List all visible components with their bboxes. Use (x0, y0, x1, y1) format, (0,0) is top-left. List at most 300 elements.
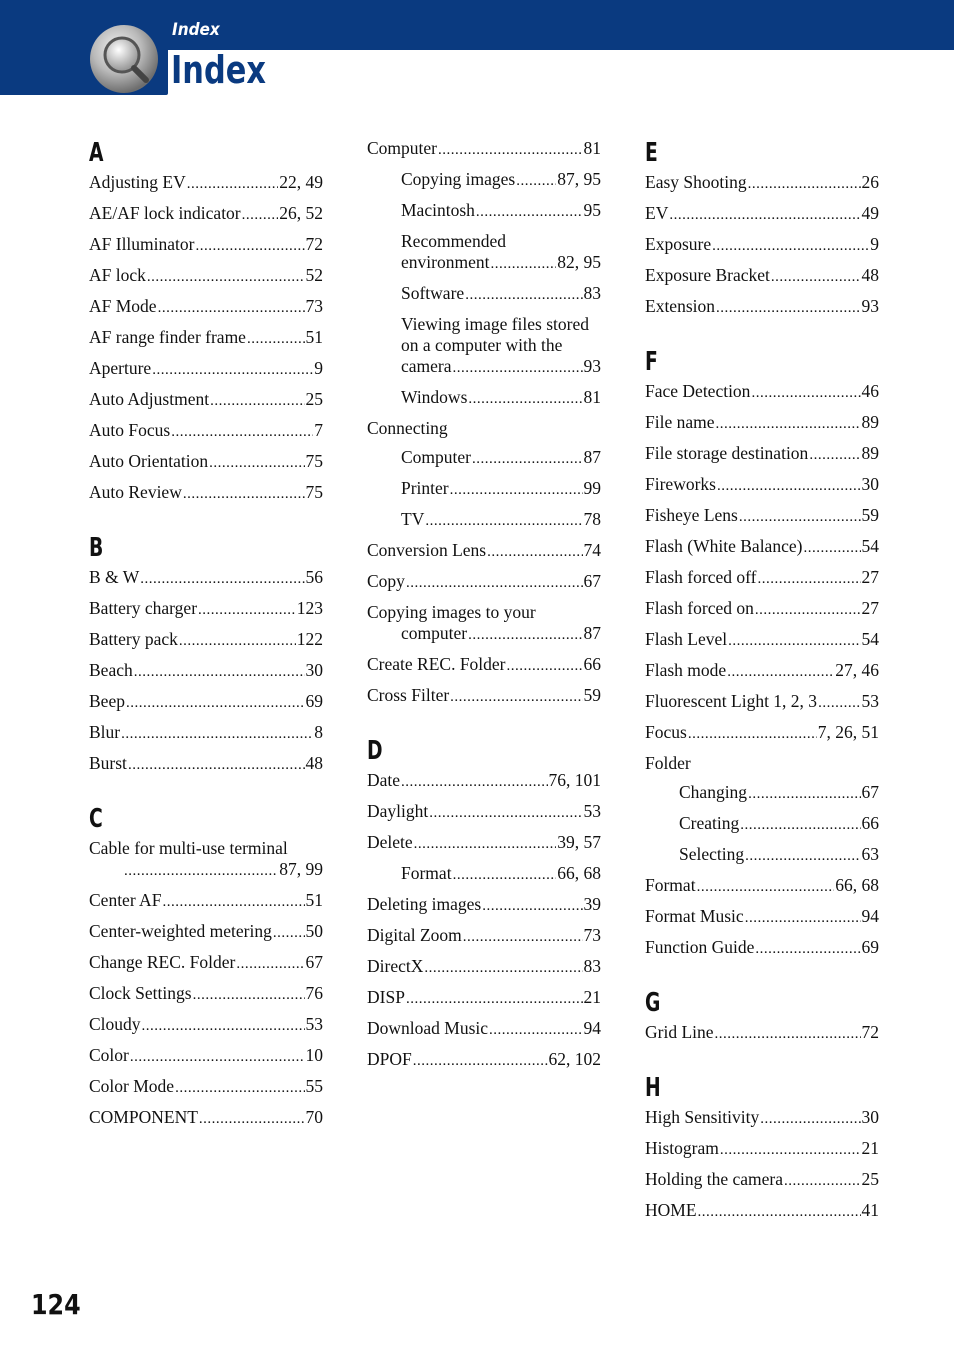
index-entry (645, 598, 879, 621)
entry-term: DirectX (367, 956, 424, 976)
entry-term: Delete (367, 832, 413, 852)
entry-pages: 53 (861, 691, 879, 711)
entry-pages: 46 (861, 381, 879, 401)
entry-row (89, 234, 323, 257)
entry-pages: 30 (305, 660, 323, 680)
index-entry (645, 536, 879, 559)
index-entry (645, 474, 879, 497)
entry-term: Battery charger (89, 598, 198, 618)
entry-row (89, 265, 323, 288)
dot-leader (739, 505, 861, 528)
dot-leader (755, 598, 861, 621)
entry-pages: 81 (583, 387, 601, 407)
section-letter: H (645, 1073, 661, 1103)
entry-pages: 87 (583, 447, 601, 467)
entry-term: Conversion Lens (367, 540, 487, 560)
dot-leader (406, 571, 583, 594)
entry-pages: 99 (583, 478, 601, 498)
dot-leader (489, 1018, 582, 1041)
entry-row (645, 381, 879, 404)
dot-leader (134, 660, 305, 683)
entry-row (89, 660, 323, 683)
index-entry (89, 265, 323, 288)
entry-term: Flash forced off (645, 567, 757, 587)
entry-row (645, 265, 879, 288)
entry-pages: 66, 68 (835, 875, 879, 895)
entry-row (89, 983, 323, 1006)
entry-term: Auto Adjustment (89, 389, 210, 409)
entry-term: on a computer with the (401, 335, 563, 355)
index-entry (89, 1045, 323, 1068)
entry-term: Blur (89, 722, 121, 742)
entry-pages: 67 (861, 782, 879, 802)
index-entry (89, 983, 323, 1006)
entry-term: Fisheye Lens (645, 505, 738, 525)
dot-leader (413, 1049, 548, 1072)
dot-leader (152, 358, 313, 381)
entry-row (401, 447, 601, 470)
index-entry (89, 389, 323, 412)
entry-row (89, 1107, 323, 1130)
entry-row (645, 172, 879, 195)
entry-row (401, 283, 601, 306)
entry-row (679, 782, 879, 805)
entry-pages: 123 (296, 598, 323, 618)
entry-row (401, 200, 601, 223)
dot-leader (468, 623, 582, 646)
entry-term: Copy (367, 571, 405, 591)
dot-leader (803, 536, 860, 559)
entry-row (645, 234, 879, 257)
entry-pages: 10 (305, 1045, 323, 1065)
entry-row (367, 138, 601, 161)
entry-term: Easy Shooting (645, 172, 747, 192)
entry-row (367, 1018, 601, 1041)
entry-pages: 51 (305, 327, 323, 347)
index-entry (645, 1138, 879, 1161)
dot-leader (771, 265, 861, 288)
dot-leader (757, 567, 860, 590)
entry-pages: 27, 46 (835, 660, 879, 680)
index-entry (645, 265, 879, 288)
entry-term: Focus (645, 722, 687, 742)
index-entry (89, 482, 323, 505)
entry-pages: 62, 102 (548, 1049, 601, 1069)
index-entry (645, 1200, 879, 1223)
index-entry (645, 1107, 879, 1130)
entry-term: Center-weighted metering (89, 921, 272, 941)
dot-leader (158, 296, 305, 319)
entry-term: Digital Zoom (367, 925, 462, 945)
dot-leader (126, 691, 305, 714)
entry-row (89, 952, 323, 975)
index-entry (89, 234, 323, 257)
dot-leader (242, 203, 279, 226)
dot-leader (717, 474, 861, 497)
entry-term: DPOF (367, 1049, 412, 1069)
index-entry (645, 203, 879, 226)
dot-leader (712, 234, 869, 257)
entry-term: Viewing image files stored (401, 314, 589, 334)
entry-term: Clock Settings (89, 983, 192, 1003)
entry-row (367, 801, 601, 824)
dot-leader (414, 832, 557, 855)
entry-row (645, 203, 879, 226)
dot-leader (697, 875, 835, 898)
entry-term: environment (401, 252, 490, 272)
dot-leader (124, 859, 278, 882)
entry-row (401, 863, 601, 886)
index-entry (645, 722, 879, 745)
entry-row (401, 169, 601, 192)
entry-row (645, 296, 879, 319)
entry-row (401, 478, 601, 501)
index-entry (367, 231, 601, 275)
entry-term: Download Music (367, 1018, 489, 1038)
entry-term: Cable for multi-use terminal (89, 838, 288, 858)
entry-row (679, 813, 879, 836)
entry-pages: 73 (583, 925, 601, 945)
entry-pages: 74 (583, 540, 601, 560)
entry-pages: 39 (583, 894, 601, 914)
entry-term: camera (401, 356, 452, 376)
index-entry (645, 567, 879, 590)
entry-pages: 9 (870, 234, 879, 254)
entry-pages: 53 (583, 801, 601, 821)
index-entry (367, 418, 601, 439)
index-entry (89, 890, 323, 913)
dot-leader (487, 540, 582, 563)
entry-row (367, 987, 601, 1010)
index-entry (367, 169, 601, 192)
index-entry (367, 801, 601, 824)
entry-term: Computer (367, 138, 437, 158)
entry-pages: 66, 68 (557, 863, 601, 883)
entry-term: Holding the camera (645, 1169, 784, 1189)
entry-pages: 63 (861, 844, 879, 864)
entry-row (89, 203, 323, 226)
entry-row (89, 691, 323, 714)
dot-leader (716, 296, 861, 319)
entry-term: Battery pack (89, 629, 178, 649)
entry-row (367, 540, 601, 563)
entry-pages: 59 (861, 505, 879, 525)
entry-term: AF Illuminator (89, 234, 195, 254)
entry-row (645, 937, 879, 960)
entry-row (645, 598, 879, 621)
index-entry (645, 906, 879, 929)
index-entry (89, 203, 323, 226)
entry-term: Format Music (645, 906, 744, 926)
entry-row (89, 859, 323, 882)
entry-row (401, 252, 601, 275)
entry-pages: 21 (861, 1138, 879, 1158)
entry-pages: 95 (583, 200, 601, 220)
index-entry (367, 863, 601, 886)
index-entry (89, 358, 323, 381)
index-entry (367, 925, 601, 948)
entry-row (645, 629, 879, 652)
dot-leader (142, 1014, 305, 1037)
entry-row (89, 921, 323, 944)
index-entry (645, 753, 879, 774)
dot-leader (195, 234, 304, 257)
index-entry (367, 283, 601, 306)
dot-leader (507, 654, 583, 677)
index-entry (89, 921, 323, 944)
entry-term: Histogram (645, 1138, 719, 1158)
index-entry (645, 782, 879, 805)
index-entry (367, 956, 601, 979)
entry-term: Create REC. Folder (367, 654, 506, 674)
entry-row (367, 685, 601, 708)
section-letter: G (645, 988, 661, 1018)
entry-pages: 48 (861, 265, 879, 285)
index-entry (645, 1169, 879, 1192)
dot-leader (175, 1076, 304, 1099)
entry-pages: 122 (296, 629, 323, 649)
dot-leader (472, 447, 583, 470)
entry-pages: 50 (305, 921, 323, 941)
dot-leader (130, 1045, 305, 1068)
entry-pages: 83 (583, 956, 601, 976)
dot-leader (745, 844, 860, 867)
entry-row (367, 654, 601, 677)
section-letter: F (645, 347, 658, 377)
entry-row (89, 722, 323, 745)
entry-term: Extension (645, 296, 715, 316)
entry-pages: 72 (305, 234, 323, 254)
entry-pages: 72 (861, 1022, 879, 1042)
section-letter: D (367, 736, 383, 766)
entry-row (367, 832, 601, 855)
entry-term: DISP (367, 987, 405, 1007)
entry-term: Computer (401, 447, 471, 467)
dot-leader (210, 389, 304, 412)
dot-leader (128, 753, 305, 776)
entry-term: Face Detection (645, 381, 751, 401)
entry-row (645, 567, 879, 590)
entry-pages: 89 (861, 412, 879, 432)
index-entry (367, 602, 601, 646)
dot-leader (482, 894, 582, 917)
dot-leader (198, 598, 296, 621)
dot-leader (818, 691, 860, 714)
entry-row (89, 172, 323, 195)
section-letter: E (645, 138, 658, 168)
entry-row (401, 356, 601, 379)
entry-term: Changing (679, 782, 748, 802)
section-gap (645, 327, 879, 347)
entry-term: Cloudy (89, 1014, 141, 1034)
section-gap (645, 968, 879, 988)
index-entry (645, 443, 879, 466)
entry-pages: 75 (305, 451, 323, 471)
entry-term: Flash mode (645, 660, 727, 680)
index-column-1 (89, 138, 323, 1138)
entry-term: Printer (401, 478, 449, 498)
entry-row (645, 906, 879, 929)
entry-row (89, 296, 323, 319)
entry-term: HOME (645, 1200, 697, 1220)
index-entry (89, 629, 323, 652)
entry-pages: 94 (583, 1018, 601, 1038)
entry-pages: 87, 95 (557, 169, 601, 189)
entry-pages: 53 (305, 1014, 323, 1034)
entry-pages: 51 (305, 890, 323, 910)
entry-term: Grid Line (645, 1022, 714, 1042)
index-entry (645, 844, 879, 867)
section-letter: A (89, 138, 104, 168)
dot-leader (727, 660, 834, 683)
dot-leader (424, 956, 582, 979)
entry-row (89, 1076, 323, 1099)
index-entry (89, 296, 323, 319)
dot-leader (429, 801, 582, 824)
entry-row (645, 1200, 879, 1223)
entry-row (645, 1022, 879, 1045)
entry-term: Aperture (89, 358, 152, 378)
entry-term: Daylight (367, 801, 429, 821)
entry-term: Windows (401, 387, 468, 407)
entry-term: B & W (89, 567, 140, 587)
entry-row (89, 451, 323, 474)
entry-term: High Sensitivity (645, 1107, 760, 1127)
dot-leader (740, 813, 860, 836)
entry-row (89, 567, 323, 590)
entry-pages: 82, 95 (557, 252, 601, 272)
index-entry (89, 952, 323, 975)
index-entry (89, 660, 323, 683)
entry-pages: 89 (861, 443, 879, 463)
entry-row (645, 536, 879, 559)
entry-term: AE/AF lock indicator (89, 203, 241, 223)
dot-leader (247, 327, 305, 350)
index-entry (89, 327, 323, 350)
dot-leader (716, 412, 861, 435)
dot-leader (755, 937, 860, 960)
index-entry (89, 1014, 323, 1037)
entry-row (89, 629, 323, 652)
dot-leader (751, 381, 860, 404)
section-gap (89, 784, 323, 804)
entry-pages: 52 (305, 265, 323, 285)
entry-term: Deleting images (367, 894, 482, 914)
entry-pages: 76, 101 (548, 770, 601, 790)
entry-pages: 55 (305, 1076, 323, 1096)
entry-term: Recommended (401, 231, 506, 251)
dot-leader (669, 203, 860, 226)
entry-pages: 26 (861, 172, 879, 192)
entry-pages: 66 (861, 813, 879, 833)
index-entry (645, 1022, 879, 1045)
entry-pages: 54 (861, 536, 879, 556)
entry-row (401, 387, 601, 410)
dot-leader (698, 1200, 861, 1223)
entry-pages: 67 (305, 952, 323, 972)
dot-leader (236, 952, 304, 975)
entry-term: Folder (645, 753, 691, 773)
entry-term: Flash Level (645, 629, 728, 649)
entry-pages: 94 (861, 906, 879, 926)
entry-term: Format (401, 863, 452, 883)
entry-row (401, 509, 601, 532)
dot-leader (273, 921, 305, 944)
entry-term: Auto Orientation (89, 451, 209, 471)
index-entry (645, 172, 879, 195)
dot-leader (121, 722, 313, 745)
entry-term: COMPONENT (89, 1107, 198, 1127)
entry-row (645, 443, 879, 466)
entry-term: Connecting (367, 418, 448, 438)
entry-pages: 70 (305, 1107, 323, 1127)
entry-row (367, 925, 601, 948)
entry-pages: 54 (861, 629, 879, 649)
entry-pages: 78 (583, 509, 601, 529)
dot-leader (465, 283, 582, 306)
entry-row (89, 753, 323, 776)
entry-pages: 76 (305, 983, 323, 1003)
entry-term: AF range finder frame (89, 327, 246, 347)
index-entry (367, 478, 601, 501)
entry-pages: 27 (861, 598, 879, 618)
entry-pages: 73 (305, 296, 323, 316)
entry-row (367, 1049, 601, 1072)
entry-pages: 87 (583, 623, 601, 643)
entry-pages: 39, 57 (557, 832, 601, 852)
entry-pages: 93 (583, 356, 601, 376)
dot-leader (463, 925, 583, 948)
entry-row (645, 474, 879, 497)
entry-row (89, 890, 323, 913)
index-column-3 (645, 138, 879, 1231)
entry-term: Macintosh (401, 200, 475, 220)
dot-leader (147, 265, 305, 288)
entry-pages: 67 (583, 571, 601, 591)
dot-leader (453, 356, 583, 379)
dot-leader (209, 451, 304, 474)
entry-term: Flash (White Balance) (645, 536, 803, 556)
entry-term: Date (367, 770, 401, 790)
entry-pages: 7, 26, 51 (817, 722, 879, 742)
entry-term: Software (401, 283, 465, 303)
entry-term: Selecting (679, 844, 745, 864)
index-entry (89, 420, 323, 443)
entry-term: Color Mode (89, 1076, 175, 1096)
index-entry (367, 509, 601, 532)
magnifier-icon (86, 22, 162, 96)
entry-term: Beep (89, 691, 125, 711)
index-entry (367, 314, 601, 379)
entry-pages: 66 (583, 654, 601, 674)
entry-row (645, 1169, 879, 1192)
index-entry (367, 894, 601, 917)
entry-pages: 41 (861, 1200, 879, 1220)
entry-pages: 75 (305, 482, 323, 502)
entry-pages: 25 (305, 389, 323, 409)
section-gap (367, 716, 601, 736)
index-entry (367, 987, 601, 1010)
entry-row (367, 571, 601, 594)
index-entry (645, 505, 879, 528)
entry-row (367, 894, 601, 917)
entry-pages: 93 (861, 296, 879, 316)
entry-term: Fluorescent Light 1, 2, 3 (645, 691, 818, 711)
dot-leader (688, 722, 817, 745)
index-entry (367, 387, 601, 410)
section-letter: C (89, 804, 103, 834)
entry-term: AF Mode (89, 296, 157, 316)
